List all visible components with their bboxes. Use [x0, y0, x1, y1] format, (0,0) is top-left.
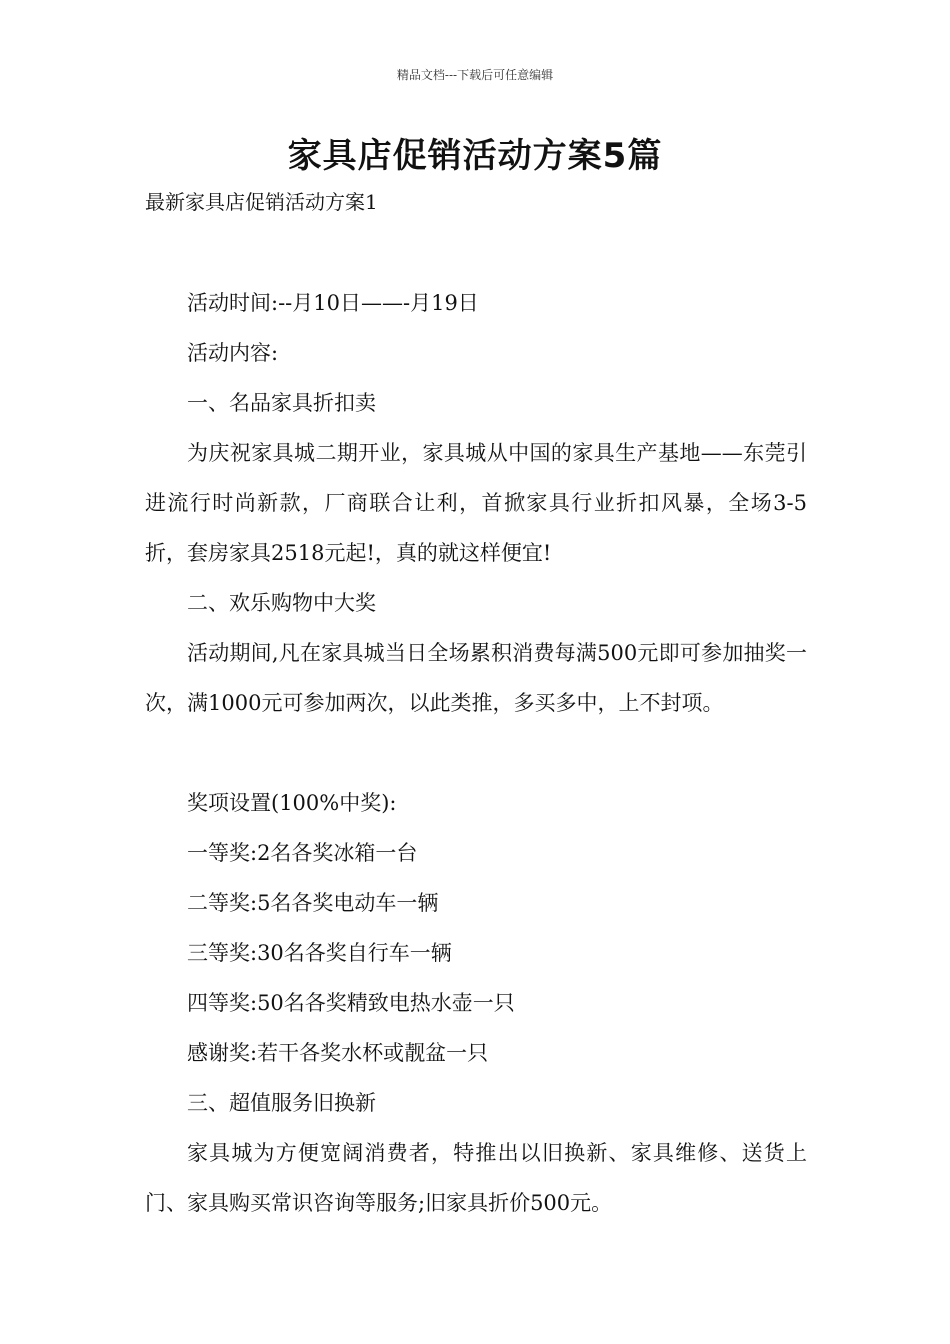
- document-title: 家具店促销活动方案5篇: [287, 136, 663, 176]
- activity-time: 活动时间:--月10日——-月19日: [187, 291, 479, 315]
- header-note: 精品文档---下载后可任意编辑: [396, 68, 554, 82]
- section-heading-discount: 一、名品家具折扣卖: [187, 391, 376, 415]
- prize-second: 二等奖:5名各奖电动车一辆: [187, 891, 439, 915]
- prize-first: 一等奖:2名各奖冰箱一台: [187, 841, 418, 865]
- prize-fourth: 四等奖:50名各奖精致电热水壶一只: [187, 991, 515, 1015]
- document-subtitle: 最新家具店促销活动方案1: [145, 190, 378, 214]
- prize-third: 三等奖:30名各奖自行车一辆: [187, 941, 452, 965]
- paragraph-discount: 为庆祝家具城二期开业，家具城从中国的家具生产基地——东莞引进流行时尚新款，厂商联合让利，首掀家具行业折扣风暴，全场3-5折，套房家具2518元起!，真的就这样便宜!: [145, 441, 807, 565]
- section-heading-service: 三、超值服务旧换新: [187, 1091, 376, 1115]
- prize-settings-heading: 奖项设置(100%中奖):: [187, 791, 397, 815]
- paragraph-lottery: 活动期间,凡在家具城当日全场累积消费每满500元即可参加抽奖一次，满1000元可参加两次，以此类推，多买多中，上不封项。: [145, 641, 807, 715]
- activity-content-heading: 活动内容:: [187, 341, 279, 365]
- paragraph-service: 家具城为方便宽阔消费者，特推出以旧换新、家具维修、送货上门、家具购买常识咨询等服务;旧家具折价500元。: [145, 1141, 807, 1215]
- document-body: [145, 278, 807, 1228]
- prize-thanks: 感谢奖:若干各奖水杯或靓盆一只: [187, 1041, 489, 1065]
- section-heading-lottery: 二、欢乐购物中大奖: [187, 591, 376, 615]
- blank-line: [145, 728, 807, 778]
